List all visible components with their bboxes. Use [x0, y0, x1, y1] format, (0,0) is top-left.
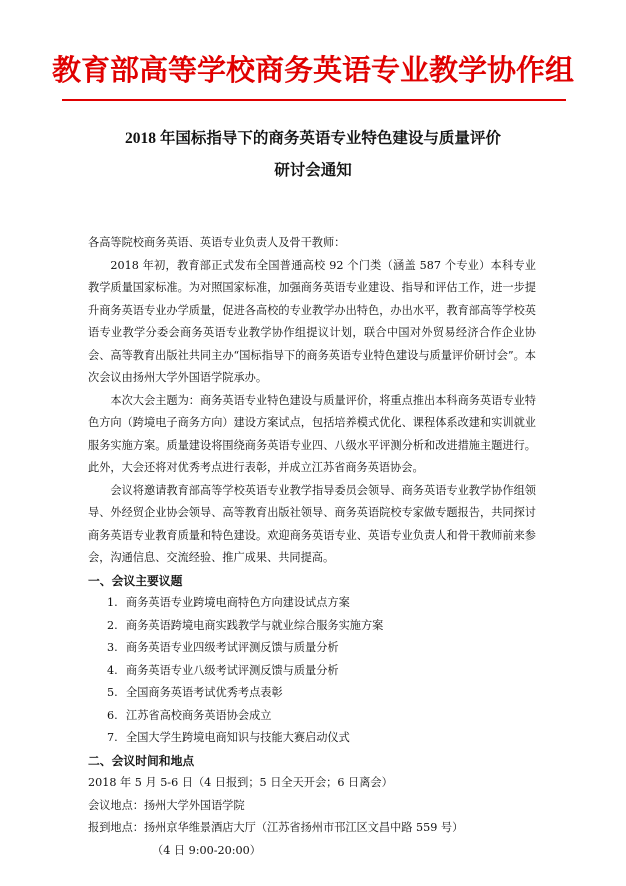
- header-rule: [62, 99, 566, 101]
- doc-title-line2: 研讨会通知: [274, 162, 352, 179]
- document-body: [88, 232, 536, 862]
- list-item: [107, 615, 536, 638]
- doc-title-line1: 2018 年国标指导下的商务英语专业特色建设与质量评价: [125, 130, 501, 147]
- list-item-number: 1.: [107, 596, 118, 609]
- list-item-number: 6.: [107, 708, 118, 722]
- list-item-text: 全国商务英语考试优秀考点表彰: [126, 686, 283, 699]
- list-item-text: 江苏省高校商务英语协会成立: [126, 708, 272, 722]
- meeting-venue: 会议地点：扬州大学外国语学院: [88, 798, 245, 812]
- list-item-number: 7.: [107, 731, 118, 744]
- list-item-text: 全国大学生跨境电商知识与技能大赛启动仪式: [126, 731, 350, 744]
- list-item: [107, 660, 536, 683]
- registration-time: （4 日 9:00-20:00）: [152, 843, 261, 857]
- paragraph-invitation: 会议将邀请教育部高等学校英语专业教学指导委员会领导、商务英语专业教学协作组领导、外经贸企业协会领导、高等教育出版社领导、商务英语院校专家做专题报告，共同探讨商务英语专业教育质量和特色建设。欢迎商务英语专业、英语专业负责人和骨干教师前来参会，沟通信息、交流经验、推广成果、共同提高。: [88, 483, 536, 564]
- list-item-text: 商务英语专业四级考试评测反馈与质量分析: [126, 641, 339, 654]
- list-item: [107, 592, 536, 615]
- list-item-number: 4.: [107, 663, 118, 677]
- list-item-number: 5.: [107, 686, 118, 699]
- list-item: [107, 637, 536, 660]
- list-item: [107, 727, 536, 750]
- registration-location: 报到地点：扬州京华维景酒店大厅（江苏省扬州市邗江区文昌中路 559 号）: [88, 821, 464, 834]
- list-item-text: 商务英语专业八级考试评测反馈与质量分析: [126, 663, 339, 677]
- org-header: 教育部高等学校商务英语专业教学协作组: [51, 55, 574, 87]
- list-item: [107, 705, 536, 728]
- list-item-text: 商务英语专业跨境电商特色方向建设试点方案: [126, 596, 350, 609]
- list-item: [107, 682, 536, 705]
- paragraph-theme: 本次大会主题为：商务英语专业特色建设与质量评价，将重点推出本科商务英语专业特色方向（跨境电子商务方向）建设方案试点，包括培养模式优化、课程体系改建和实训就业服务实施方案。质量建设将围绕商务英语专业四、八级水平评测分析和改进措施主题进行。此外，大会还将对优秀考点进行表彰，并成立江苏省商务英语协会。: [88, 393, 536, 474]
- list-item-number: 3.: [107, 641, 118, 654]
- section-heading-topics: 一、会议主要议题: [88, 573, 183, 588]
- topic-list: [88, 592, 536, 750]
- paragraph-intro: 2018 年初，教育部正式发布全国普通高校 92 个门类（涵盖 587 个专业）本科专业教学质量国家标准。为对照国家标准，加强商务英语专业建设、指导和评估工作，进一步提升商务英语专业办学质量，促进各高校的专业教学办出特色，办出水平，教育部高等学校英语专业教学分委会商务英语专业教学协作组提议计划，联合中国对外贸易经济合作企业协会、高等教育出版社共同主办“国标指导下的商务英语专业特色建设与质量评价研讨会”。本次会议由扬州大学外国语学院承办。: [88, 258, 536, 384]
- salutation: 各高等院校商务英语、英语专业负责人及骨干教师：: [88, 236, 346, 249]
- list-item-number: 2.: [107, 618, 118, 632]
- meeting-date: 2018 年 5 月 5-6 日（4 日报到；5 日全天开会；6 日离会）: [88, 776, 393, 789]
- section-heading-time-location: 二、会议时间和地点: [88, 753, 195, 768]
- list-item-text: 商务英语跨境电商实践教学与就业综合服务实施方案: [126, 618, 384, 632]
